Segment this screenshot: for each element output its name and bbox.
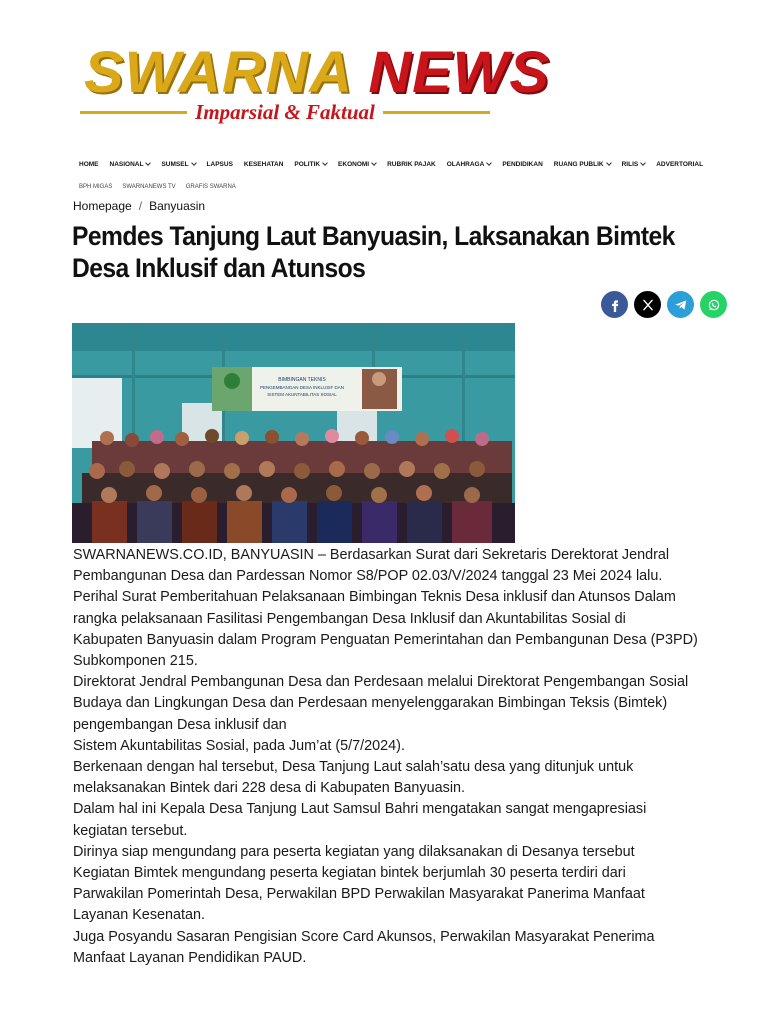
article-paragraph: Direktorat Jendral Pembangunan Desa dan Perdesaan melalui Direktorat Pengembangan Sosial Budaya dan Lingkungan Desa dan Perdesaan menyelenggarakan Bimbingan Teksis (Bimtek) pengembangan Desa inklusif dan	[73, 674, 689, 733]
nav-item-kesehatan[interactable]	[244, 161, 283, 168]
nav-label: SUMSEL	[161, 160, 189, 168]
share-facebook-button[interactable]	[601, 291, 628, 318]
article-paragraph: Kegiatan Bimtek mengundang peserta kegiatan bintek berjumlah 30 peserta terdiri dari Parwakilan Pomerintah Desa, Perwakilan BPD Perwakilan Masyarakat Panerima Manfaat Layanan Kesenatan.	[73, 865, 645, 924]
nav-item-grafis-swarna[interactable]: GRAFIS SWARNA	[185, 184, 236, 190]
nav-label: RUANG PUBLIK	[553, 160, 604, 168]
nav-label: OLAHRAGA	[446, 160, 485, 168]
article-paragraph: SWARNANEWS.CO.ID, BANYUASIN – Berdasarkan Surat dari Sekretaris Derektorat Jendral Pembangunan Desa dan Pardessan Nomor S8/POP 02.03/V/2024 tanggal 23 Mei 2024 lalu. Perihal Surat Pemberitahuan Pelaksanaan Bimbingan Teknis Desa inklusif dan Atunsos Dalam rangka pelaksanaan Fasilitasi Pengembangan Desa Inklusif dan Akuntabilitas Sosial di Kabupaten Banyuasin dalam Program Penguatan Pemerintahan dan Pembangunan Desa (P3PD) Subkomponen 215.	[73, 547, 698, 670]
share-x-button[interactable]	[634, 291, 661, 318]
nav-label: EKONOMI	[338, 160, 370, 168]
nav-label: PENDIDIKAN	[502, 160, 543, 168]
share-buttons	[601, 291, 727, 318]
nav-item-bph-migas[interactable]: BPH MIGAS	[79, 184, 113, 190]
nav-item-ruang-publik[interactable]	[554, 161, 611, 168]
nav-item-ekonomi[interactable]	[338, 161, 376, 168]
nav-item-lapsus[interactable]	[207, 161, 233, 168]
nav-label: KESEHATAN	[243, 160, 284, 168]
group-photo-illustration	[72, 323, 515, 543]
article-photo	[72, 323, 515, 543]
facebook-icon	[608, 298, 622, 312]
article-paragraph: Dalam hal ini Kepala Desa Tanjung Laut Samsul Bahri mengatakan sangat mengapresiasi kegiatan tersebut.	[73, 801, 647, 839]
breadcrumb-separator: /	[138, 199, 143, 213]
nav-item-pendidikan[interactable]	[502, 161, 542, 168]
chevron-down-icon	[322, 160, 328, 166]
article-paragraph: Berkenaan dengan hal tersebut, Desa Tanjung Laut salah’satu desa yang ditunjuk untuk melaksanakan Bintek dari 228 desa di Kabupaten Banyuasin.	[73, 759, 634, 797]
nav-item-rilis[interactable]	[622, 161, 646, 168]
nav-label: POLITIK	[294, 160, 321, 168]
secondary-nav	[79, 184, 236, 190]
logo-word-news: NEWS	[368, 40, 550, 105]
site-logo[interactable]	[80, 40, 550, 128]
x-icon	[641, 298, 655, 312]
whatsapp-icon	[707, 298, 721, 312]
logo-wordmark	[84, 42, 550, 104]
nav-item-sumsel[interactable]	[161, 161, 195, 168]
tagline-line-left	[80, 111, 187, 114]
photo-banner-line1: BIMBINGAN TEKNIS	[278, 377, 326, 383]
nav-label: NASIONAL	[109, 160, 144, 168]
chevron-down-icon	[191, 160, 197, 166]
article-paragraph: Juga Posyandu Sasaran Pengisian Score Card Akunsos, Perwakilan Masyarakat Penerima Manfaat Layanan Pendidikan PAUD.	[73, 928, 655, 966]
nav-item-nasional[interactable]	[110, 161, 151, 168]
logo-word-swarna: SWARNA	[84, 40, 351, 105]
nav-item-advertorial[interactable]	[656, 161, 703, 168]
nav-label: RILIS	[621, 160, 639, 168]
article-body	[73, 545, 698, 969]
tagline-line-right	[383, 111, 490, 114]
chevron-down-icon	[640, 160, 646, 166]
nav-label: ADVERTORIAL	[656, 160, 704, 168]
nav-item-politik[interactable]	[294, 161, 327, 168]
chevron-down-icon	[371, 160, 377, 166]
nav-label: LAPSUS	[206, 160, 233, 168]
share-telegram-button[interactable]	[667, 291, 694, 318]
tagline-text: Imparsial & Faktual	[195, 99, 375, 124]
main-nav	[79, 156, 704, 172]
breadcrumb-category-link[interactable]: Banyuasin	[149, 199, 206, 213]
nav-label: HOME	[79, 160, 99, 168]
share-whatsapp-button[interactable]	[700, 291, 727, 318]
logo-tagline	[80, 100, 490, 124]
chevron-down-icon	[486, 160, 492, 166]
nav-item-swarnanews-tv[interactable]: SWARNANEWS TV	[122, 184, 176, 190]
nav-item-home[interactable]	[79, 161, 99, 168]
article-title: Pemdes Tanjung Laut Banyuasin, Laksanakan Bimtek Desa Inklusif dan Atunsos	[72, 221, 675, 283]
photo-banner-line2: PENGEMBANGAN DESA INKLUSIF DAN	[259, 385, 345, 390]
breadcrumb-home-link[interactable]: Homepage	[73, 199, 132, 213]
chevron-down-icon	[146, 160, 152, 166]
nav-label: RUBRIK PAJAK	[387, 160, 436, 168]
chevron-down-icon	[606, 160, 612, 166]
telegram-icon	[674, 298, 688, 312]
nav-item-rubrik-pajak[interactable]	[387, 161, 436, 168]
breadcrumb	[73, 199, 205, 213]
article-paragraph: Dirinya siap mengundang para peserta kegiatan yang dilaksanakan di Desanya tersebut	[73, 843, 635, 860]
article-paragraph: Sistem Akuntabilitas Sosial, pada Jum’at (5/7/2024).	[73, 737, 405, 754]
photo-banner-line3: SISTEM AKUNTABILITAS SOSIAL	[267, 392, 337, 397]
nav-item-olahraga[interactable]	[447, 161, 492, 168]
